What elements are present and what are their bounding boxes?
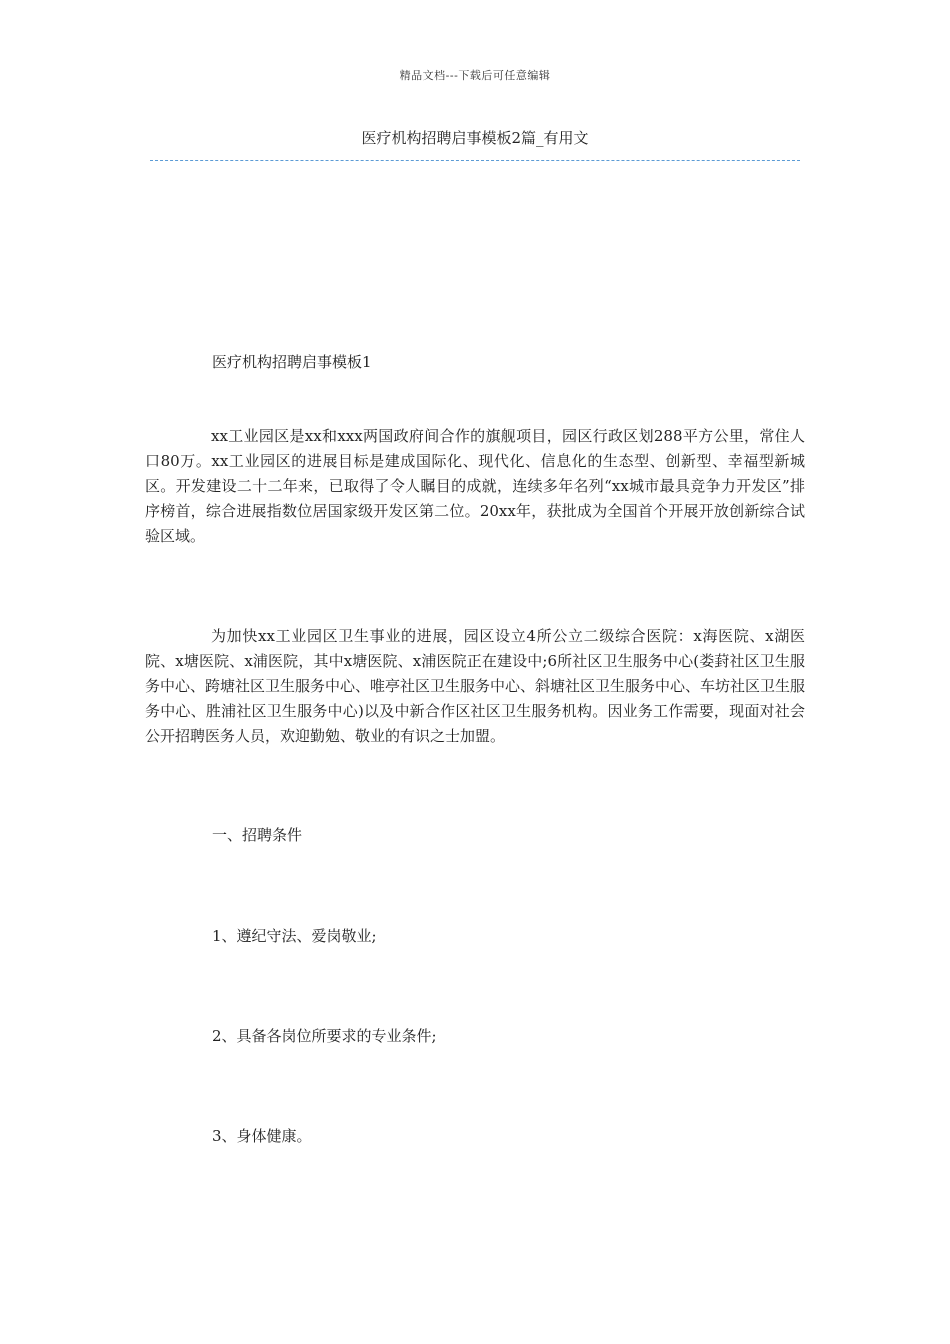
template-heading: 医疗机构招聘启事模板1 <box>212 353 372 371</box>
intro-paragraph: xx工业园区是xx和xxx两国政府间合作的旗舰项目，园区行政区划288平方公里，常住人口80万。xx工业园区的进展目标是建成国际化、现代化、信息化的生态型、创新型、幸福型新城区。开发建设二十二年来，已取得了令人瞩目的成就，连续多年名列“xx城市最具竞争力开发区”排序榜首，综合进展指数位居国家级开发区第二位。20xx年，获批成为全国首个开展开放创新综合试验区域。 <box>145 427 805 545</box>
condition-item-1: 1、遵纪守法、爱岗敬业; <box>212 927 377 945</box>
dashed-divider <box>150 160 800 161</box>
condition-item-2: 2、具备各岗位所要求的专业条件; <box>212 1027 437 1045</box>
condition-item-3: 3、身体健康。 <box>212 1127 312 1145</box>
document-title: 医疗机构招聘启事模板2篇_有用文 <box>361 129 589 147</box>
hospital-paragraph: 为加快xx工业园区卫生事业的进展，园区设立4所公立二级综合医院：x海医院、x湖医院、x塘医院、x浦医院，其中x塘医院、x浦医院正在建设中;6所社区卫生服务中心(娄葑社区卫生服务中心、跨塘社区卫生服务中心、唯亭社区卫生服务中心、斜塘社区卫生服务中心、车坊社区卫生服务中心、胜浦社区卫生服务中心)以及中新合作区社区卫生服务机构。因业务工作需要，现面对社会公开招聘医务人员，欢迎勤勉、敬业的有识之士加盟。 <box>145 627 806 745</box>
page-header-note: 精品文档---下载后可任意编辑 <box>399 69 551 82</box>
section-heading-conditions: 一、招聘条件 <box>212 826 303 844</box>
